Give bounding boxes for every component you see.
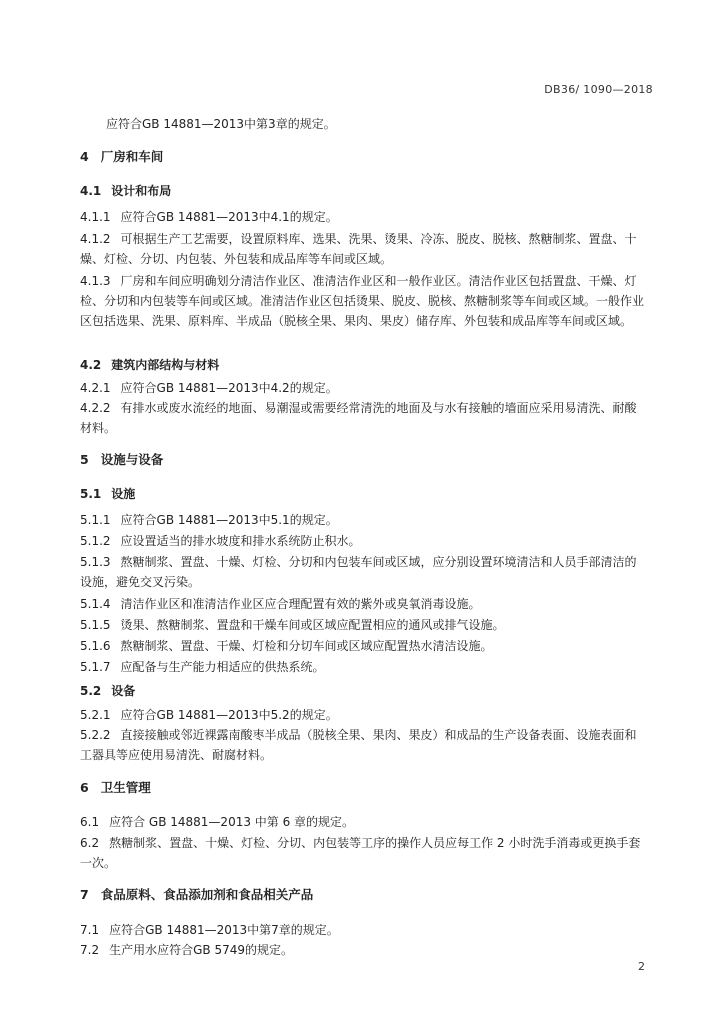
subsection-title: 设计和布局 [111, 184, 172, 198]
clause [80, 510, 648, 530]
clause [80, 940, 648, 960]
clause-number: 5.1.6 [80, 639, 111, 653]
section-number: 5 [80, 452, 89, 467]
clause-text: 熬糖制浆、置盘、十燥、灯检、分切和内包装车间或区域，应分别设置环境清洁和人员手部清洁的设施，避免交叉污染。 [80, 555, 637, 589]
subsection-heading [80, 681, 648, 701]
clause [80, 271, 648, 331]
section-number: 7 [80, 887, 89, 902]
clause [80, 657, 648, 677]
clause [80, 615, 648, 635]
clause-number: 4.2.2 [80, 401, 111, 415]
clause-text: 应符合 GB 14881—2013 中第 6 章的规定。 [109, 815, 355, 829]
clause-number: 5.1.3 [80, 555, 111, 569]
section-title: 设施与设备 [100, 452, 164, 467]
clause [80, 207, 648, 227]
clause-number: 5.1.5 [80, 618, 111, 632]
clause-number: 4.1.2 [80, 232, 111, 246]
subsection-heading [80, 355, 648, 375]
clause-text: 应配备与生产能力相适应的供热系统。 [120, 660, 325, 674]
section-heading [80, 147, 648, 167]
clause-number: 7.1 [80, 923, 100, 937]
clause-number: 5.2.2 [80, 728, 111, 742]
clause [80, 705, 648, 725]
paragraph-text: 应符合GB 14881—2013中第3章的规定。 [106, 117, 336, 131]
clause [80, 594, 648, 614]
clause-number: 5.1.1 [80, 513, 111, 527]
subsection-title: 设备 [111, 684, 136, 698]
subsection-heading [80, 181, 648, 201]
clause [80, 636, 648, 656]
clause-text: 熬糖制浆、置盘、干燥、灯检和分切车间或区域应配置热水清洁设施。 [120, 639, 493, 653]
clause-number: 5.1.4 [80, 597, 111, 611]
clause-text: 清洁作业区和准清洁作业区应合理配置有效的紫外或臭氧消毒设施。 [120, 597, 481, 611]
clause-number: 5.1.7 [80, 660, 111, 674]
subsection-number: 4.2 [80, 358, 102, 372]
subsection-number: 5.1 [80, 487, 102, 501]
clause-text: 直接接触或邻近裸露南酸枣半成品（脱核全果、果肉、果皮）和成品的生产设备表面、设施表面和工器具等应使用易清洗、耐腐材料。 [80, 728, 637, 762]
section-title: 食品原料、食品添加剂和食品相关产品 [100, 887, 314, 902]
section-title: 厂房和车间 [100, 149, 164, 164]
clause [80, 378, 648, 398]
clause [80, 552, 648, 592]
clause-number: 4.1.3 [80, 274, 111, 288]
clause-text: 生产用水应符合GB 5749的规定。 [109, 943, 293, 957]
clause-text: 应符合GB 14881—2013中4.2的规定。 [120, 381, 338, 395]
page-number: 2 [638, 960, 645, 973]
section-heading [80, 885, 648, 905]
clause [80, 833, 648, 873]
clause-number: 4.2.1 [80, 381, 111, 395]
clause [80, 531, 648, 551]
clause-text: 应符合GB 14881—2013中5.1的规定。 [120, 513, 338, 527]
subsection-number: 4.1 [80, 184, 102, 198]
clause [80, 920, 648, 940]
section-title: 卫生管理 [100, 780, 151, 795]
subsection-number: 5.2 [80, 684, 102, 698]
section-heading [80, 450, 648, 470]
clause [80, 725, 648, 765]
clause-text: 应符合GB 14881—2013中5.2的规定。 [120, 708, 338, 722]
section-number: 4 [80, 149, 89, 164]
clause-text: 有排水或废水流经的地面、易潮湿或需要经常清洗的地面及与水有接触的墙面应采用易清洗、耐酸材料。 [80, 401, 637, 435]
subsection-heading [80, 484, 648, 504]
clause-number: 4.1.1 [80, 210, 111, 224]
section-number: 6 [80, 780, 89, 795]
clause-text: 应符合GB 14881—2013中第7章的规定。 [109, 923, 339, 937]
paragraph [80, 114, 674, 134]
clause-number: 6.1 [80, 815, 100, 829]
clause-text: 应符合GB 14881—2013中4.1的规定。 [120, 210, 338, 224]
clause-text: 可根据生产工艺需要，设置原料库、选果、洗果、烫果、冷冻、脱皮、脱核、熬糖制浆、置盘、十燥、灯检、分切、内包装、外包装和成品库等车间或区域。 [80, 232, 637, 266]
clause-text: 烫果、熬糖制浆、置盘和干燥车间或区域应配置相应的通风或排气设施。 [120, 618, 505, 632]
document-code: DB36/ 1090—2018 [544, 83, 653, 96]
clause-number: 7.2 [80, 943, 100, 957]
subsection-title: 建筑内部结构与材料 [111, 358, 220, 372]
clause-number: 5.2.1 [80, 708, 111, 722]
clause [80, 812, 648, 832]
clause-text: 厂房和车间应明确划分清洁作业区、准清洁作业区和一般作业区。清洁作业区包括置盘、干燥、灯检、分切和内包装等车间或区域。准清洁作业区包括烫果、脱皮、脱核、熬糖制浆等车间或区域。一般作业区包括选果、洗果、原料库、半成品（脱核全果、果肉、果皮）储存库、外包装和成品库等车间或区域。 [80, 274, 645, 328]
clause [80, 229, 648, 269]
clause-number: 6.2 [80, 836, 100, 850]
clause-number: 5.1.2 [80, 534, 111, 548]
section-heading [80, 778, 648, 798]
clause-text: 应设置适当的排水坡度和排水系统防止积水。 [120, 534, 361, 548]
clause-text: 熬糖制浆、置盘、十燥、灯检、分切、内包装等工序的操作人员应每工作 2 小时洗手消毒或更换手套一次。 [80, 836, 641, 870]
clause [80, 398, 648, 438]
subsection-title: 设施 [111, 487, 136, 501]
